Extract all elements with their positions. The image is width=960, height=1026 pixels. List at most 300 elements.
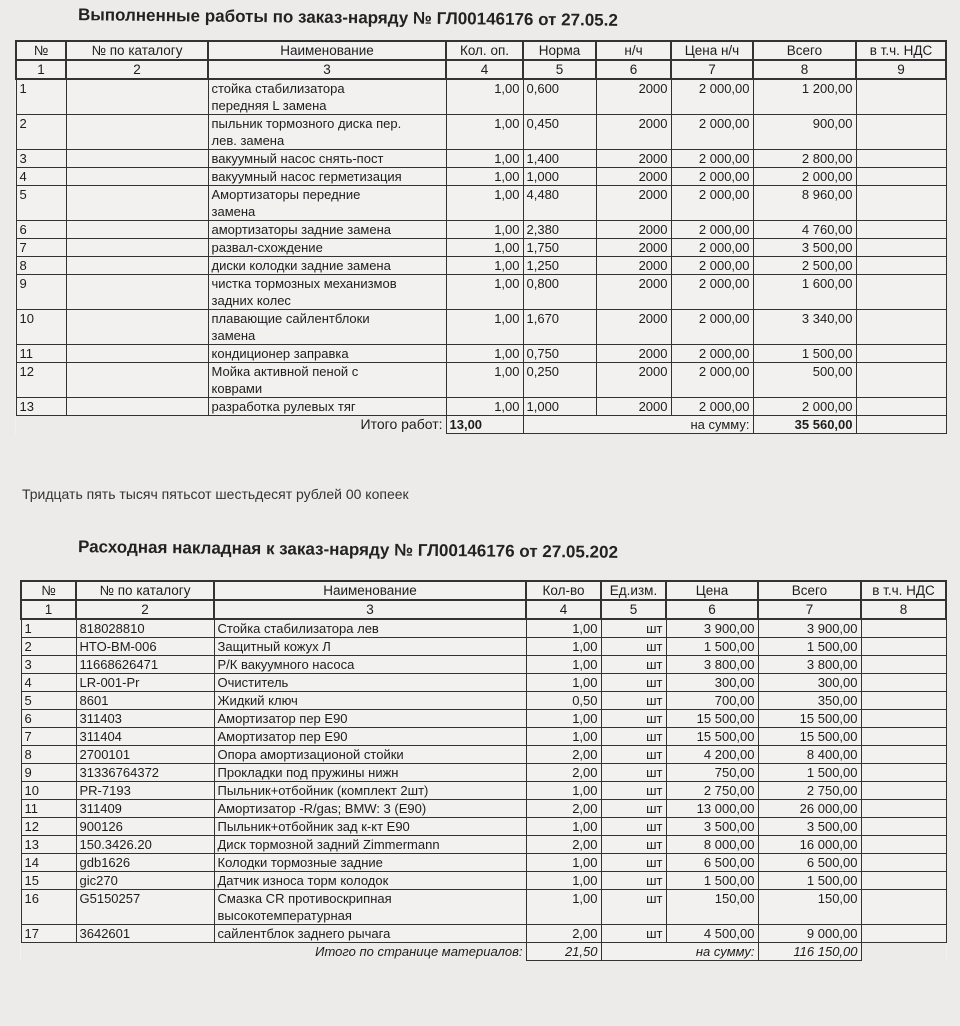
price-per-hour: 2 000,00 [671,345,753,363]
catalog-number [66,275,208,310]
row-number: 6 [16,221,66,239]
works-row [16,363,946,398]
material-name: Диск тормозной задний Zimmermann [214,836,526,854]
materials-colnum-row [21,600,946,619]
catalog-number: 11668626471 [76,656,214,674]
row-vat [856,168,946,186]
unit: шт [601,872,666,890]
row-number: 3 [21,656,76,674]
hour-rate: 2000 [596,310,671,345]
work-name: вакуумный насос снять-пост [208,150,446,168]
works-sum-label: на сумму: [523,416,753,434]
materials-row [21,836,946,854]
catalog-number: 8601 [76,692,214,710]
price: 8 000,00 [666,836,758,854]
material-name: Стойка стабилизатора лев [214,619,526,638]
catalog-number [66,221,208,239]
catalog-number: 31336764372 [76,764,214,782]
row-vat [861,638,946,656]
materials-total-qty: 21,50 [526,943,601,961]
catalog-number: gdb1626 [76,854,214,872]
row-vat [856,398,946,416]
price-per-hour: 2 000,00 [671,363,753,398]
material-name: Амортизатор пер E90 [214,710,526,728]
norm-hours: 1,250 [523,257,596,275]
materials-title: Расходная накладная к заказ-наряду № ГЛ00146176 от 27.05.202 [77,537,619,562]
material-name: Пыльник+отбойник зад к-кт E90 [214,818,526,836]
quantity: 1,00 [526,656,601,674]
row-number: 16 [21,890,76,925]
row-number: 13 [16,398,66,416]
works-header-row [16,41,946,60]
unit: шт [601,925,666,943]
header-nh: н/ч [596,41,671,60]
row-total: 350,00 [758,692,861,710]
work-name: развал-схождение [208,239,446,257]
row-total: 9 000,00 [758,925,861,943]
materials-header-row [21,581,946,600]
price-per-hour: 2 000,00 [671,398,753,416]
norm-hours: 1,000 [523,168,596,186]
colnum: 6 [596,60,671,79]
price-per-hour: 2 000,00 [671,257,753,275]
row-total: 3 500,00 [758,818,861,836]
row-total: 1 500,00 [758,872,861,890]
row-vat [861,818,946,836]
catalog-number [66,398,208,416]
row-number: 1 [21,619,76,638]
header-qty: Кол-во [526,581,601,600]
catalog-number: 311409 [76,800,214,818]
header-name: Наименование [214,581,526,600]
works-title: Выполненные работы по заказ-наряду № ГЛ00146176 от 27.05.2 [77,5,618,30]
row-total: 3 340,00 [753,310,856,345]
works-row [16,398,946,416]
works-row [16,186,946,221]
quantity: 1,00 [526,674,601,692]
colnum: 6 [666,600,758,619]
materials-total-row [21,943,946,961]
works-row [16,239,946,257]
catalog-number [66,239,208,257]
works-row [16,221,946,239]
op-count: 1,00 [446,221,523,239]
op-count: 1,00 [446,239,523,257]
row-number: 5 [21,692,76,710]
works-row [16,115,946,150]
quantity: 1,00 [526,854,601,872]
norm-hours: 4,480 [523,186,596,221]
catalog-number [66,150,208,168]
works-table [15,40,947,434]
row-vat [861,890,946,925]
price: 700,00 [666,692,758,710]
norm-hours: 1,670 [523,310,596,345]
row-number: 10 [16,310,66,345]
row-vat [856,115,946,150]
unit: шт [601,619,666,638]
op-count: 1,00 [446,363,523,398]
work-name: диски колодки задние замена [208,257,446,275]
op-count: 1,00 [446,275,523,310]
colnum: 4 [526,600,601,619]
price: 15 500,00 [666,710,758,728]
material-name: Амортизатор -R/gas; BMW: 3 (E90) [214,800,526,818]
op-count: 1,00 [446,168,523,186]
works-total-label: Итого работ: [16,416,446,434]
colnum: 2 [76,600,214,619]
row-number: 11 [21,800,76,818]
op-count: 1,00 [446,150,523,168]
materials-row [21,638,946,656]
work-name: разработка рулевых тяг [208,398,446,416]
material-name: Смазка CR противоскрипная высокотемпературная [214,890,526,925]
materials-row [21,782,946,800]
price: 4 200,00 [666,746,758,764]
norm-hours: 2,380 [523,221,596,239]
row-total: 1 200,00 [753,79,856,115]
row-number: 5 [16,186,66,221]
op-count: 1,00 [446,257,523,275]
work-name: плавающие сайлентблоки замена [208,310,446,345]
material-name: Очиститель [214,674,526,692]
price: 15 500,00 [666,728,758,746]
row-total: 2 500,00 [753,257,856,275]
unit: шт [601,638,666,656]
colnum: 7 [758,600,861,619]
catalog-number: 818028810 [76,619,214,638]
header-name: Наименование [208,41,446,60]
materials-row [21,674,946,692]
works-row [16,79,946,115]
materials-row [21,854,946,872]
row-number: 12 [21,818,76,836]
quantity: 1,00 [526,638,601,656]
row-total: 2 000,00 [753,168,856,186]
material-name: Датчик износа торм колодок [214,872,526,890]
catalog-number: G5150257 [76,890,214,925]
price: 1 500,00 [666,638,758,656]
works-row [16,150,946,168]
header-number: № [21,581,76,600]
row-total: 1 500,00 [758,764,861,782]
works-row [16,275,946,310]
work-name: амортизаторы задние замена [208,221,446,239]
header-vat: в т.ч. НДС [856,41,946,60]
catalog-number [66,257,208,275]
hour-rate: 2000 [596,257,671,275]
row-vat [861,782,946,800]
catalog-number: 900126 [76,818,214,836]
quantity: 2,00 [526,746,601,764]
price-per-hour: 2 000,00 [671,310,753,345]
price: 3 800,00 [666,656,758,674]
row-total: 2 800,00 [753,150,856,168]
op-count: 1,00 [446,115,523,150]
quantity: 1,00 [526,710,601,728]
works-total-qty: 13,00 [446,416,523,434]
row-total: 3 500,00 [753,239,856,257]
row-number: 12 [16,363,66,398]
row-number: 9 [16,275,66,310]
price: 750,00 [666,764,758,782]
row-vat [856,275,946,310]
materials-row [21,800,946,818]
empty-cell [861,943,946,961]
row-number: 8 [16,257,66,275]
unit: шт [601,764,666,782]
price-per-hour: 2 000,00 [671,275,753,310]
materials-row [21,764,946,782]
hour-rate: 2000 [596,363,671,398]
row-total: 150,00 [758,890,861,925]
hour-rate: 2000 [596,79,671,115]
colnum: 5 [523,60,596,79]
colnum: 9 [856,60,946,79]
unit: шт [601,854,666,872]
row-vat [861,692,946,710]
quantity: 1,00 [526,872,601,890]
works-row [16,257,946,275]
norm-hours: 1,750 [523,239,596,257]
catalog-number: 3642601 [76,925,214,943]
works-sum-value: 35 560,00 [753,416,856,434]
works-row [16,310,946,345]
row-vat [856,310,946,345]
work-name: чистка тормозных механизмов задних колес [208,275,446,310]
amount-in-words: Тридцать пять тысяч пятьсот шестьдесят рублей 00 копеек [22,486,409,502]
materials-row [21,619,946,638]
row-number: 15 [21,872,76,890]
colnum: 2 [66,60,208,79]
catalog-number: HTO-BM-006 [76,638,214,656]
row-number: 9 [21,764,76,782]
norm-hours: 0,800 [523,275,596,310]
catalog-number: LR-001-Pr [76,674,214,692]
materials-row [21,818,946,836]
hour-rate: 2000 [596,150,671,168]
norm-hours: 0,600 [523,79,596,115]
row-vat [856,186,946,221]
unit: шт [601,782,666,800]
row-vat [856,221,946,239]
op-count: 1,00 [446,398,523,416]
unit: шт [601,656,666,674]
catalog-number: 2700101 [76,746,214,764]
row-total: 500,00 [753,363,856,398]
price-per-hour: 2 000,00 [671,239,753,257]
quantity: 2,00 [526,836,601,854]
row-vat [861,800,946,818]
header-total: Всего [758,581,861,600]
materials-sum-value: 116 150,00 [758,943,861,961]
row-vat [861,854,946,872]
price-per-hour: 2 000,00 [671,115,753,150]
catalog-number [66,363,208,398]
price: 3 900,00 [666,619,758,638]
material-name: Защитный кожух Л [214,638,526,656]
unit: шт [601,692,666,710]
materials-row [21,872,946,890]
colnum: 8 [861,600,946,619]
row-number: 8 [21,746,76,764]
materials-row [21,728,946,746]
unit: шт [601,836,666,854]
row-total: 16 000,00 [758,836,861,854]
material-name: Амортизатор пер E90 [214,728,526,746]
material-name: Пыльник+отбойник (комплект 2шт) [214,782,526,800]
colnum: 1 [16,60,66,79]
unit: шт [601,710,666,728]
catalog-number [66,310,208,345]
quantity: 0,50 [526,692,601,710]
catalog-number: PR-7193 [76,782,214,800]
row-vat [861,674,946,692]
row-number: 4 [16,168,66,186]
row-number: 3 [16,150,66,168]
row-total: 6 500,00 [758,854,861,872]
price-per-hour: 2 000,00 [671,186,753,221]
row-vat [861,764,946,782]
row-number: 7 [16,239,66,257]
row-number: 11 [16,345,66,363]
row-number: 10 [21,782,76,800]
row-number: 14 [21,854,76,872]
row-vat [861,836,946,854]
quantity: 1,00 [526,890,601,925]
unit: шт [601,728,666,746]
colnum: 4 [446,60,523,79]
header-price: Цена н/ч [671,41,753,60]
header-total: Всего [753,41,856,60]
materials-row [21,925,946,943]
colnum: 3 [214,600,526,619]
price-per-hour: 2 000,00 [671,168,753,186]
row-total: 300,00 [758,674,861,692]
header-qty: Кол. оп. [446,41,523,60]
header-vat: в т.ч. НДС [861,581,946,600]
row-vat [861,710,946,728]
materials-row [21,890,946,925]
works-sum-vat [856,416,946,434]
quantity: 1,00 [526,818,601,836]
row-total: 8 960,00 [753,186,856,221]
hour-rate: 2000 [596,345,671,363]
row-number: 13 [21,836,76,854]
row-total: 1 600,00 [753,275,856,310]
price: 13 000,00 [666,800,758,818]
material-name: Опора амортизационой стойки [214,746,526,764]
price: 6 500,00 [666,854,758,872]
unit: шт [601,800,666,818]
colnum: 3 [208,60,446,79]
hour-rate: 2000 [596,221,671,239]
header-number: № [16,41,66,60]
unit: шт [601,890,666,925]
row-total: 1 500,00 [758,638,861,656]
hour-rate: 2000 [596,186,671,221]
header-norm: Норма [523,41,596,60]
materials-row [21,692,946,710]
material-name: Колодки тормозные задние [214,854,526,872]
price: 3 500,00 [666,818,758,836]
materials-sum-label: на сумму: [601,943,758,961]
material-name: Жидкий ключ [214,692,526,710]
material-name: сайлентблок заднего рычага [214,925,526,943]
row-vat [856,345,946,363]
row-total: 2 000,00 [753,398,856,416]
material-name: Р/К вакуумного насоса [214,656,526,674]
work-name: пыльник тормозного диска пер. лев. замена [208,115,446,150]
row-number: 2 [21,638,76,656]
row-number: 17 [21,925,76,943]
row-number: 4 [21,674,76,692]
row-number: 6 [21,710,76,728]
norm-hours: 0,250 [523,363,596,398]
op-count: 1,00 [446,310,523,345]
work-name: стойка стабилизатора передняя L замена [208,79,446,115]
row-total: 3 900,00 [758,619,861,638]
catalog-number: gic270 [76,872,214,890]
hour-rate: 2000 [596,398,671,416]
row-total: 15 500,00 [758,710,861,728]
row-vat [856,150,946,168]
row-vat [856,79,946,115]
row-vat [856,257,946,275]
materials-total-label: Итого по странице материалов: [21,943,526,961]
header-catalog: № по каталогу [76,581,214,600]
norm-hours: 1,400 [523,150,596,168]
row-total: 15 500,00 [758,728,861,746]
works-row [16,345,946,363]
materials-row [21,656,946,674]
colnum: 7 [671,60,753,79]
row-number: 7 [21,728,76,746]
row-number: 1 [16,79,66,115]
works-total-row [16,416,946,434]
header-unit: Ед.изм. [601,581,666,600]
catalog-number: 150.3426.20 [76,836,214,854]
row-total: 26 000,00 [758,800,861,818]
quantity: 2,00 [526,764,601,782]
price: 2 750,00 [666,782,758,800]
hour-rate: 2000 [596,168,671,186]
row-vat [856,363,946,398]
row-total: 2 750,00 [758,782,861,800]
unit: шт [601,674,666,692]
price: 300,00 [666,674,758,692]
price-per-hour: 2 000,00 [671,221,753,239]
norm-hours: 0,450 [523,115,596,150]
work-name: Мойка активной пеной с коврами [208,363,446,398]
header-catalog: № по каталогу [66,41,208,60]
materials-row [21,746,946,764]
quantity: 1,00 [526,728,601,746]
row-vat [861,746,946,764]
colnum: 1 [21,600,76,619]
unit: шт [601,746,666,764]
works-row [16,168,946,186]
row-total: 900,00 [753,115,856,150]
quantity: 2,00 [526,925,601,943]
catalog-number: 311403 [76,710,214,728]
row-vat [861,728,946,746]
row-total: 1 500,00 [753,345,856,363]
colnum: 8 [753,60,856,79]
catalog-number [66,345,208,363]
row-total: 4 760,00 [753,221,856,239]
unit: шт [601,818,666,836]
